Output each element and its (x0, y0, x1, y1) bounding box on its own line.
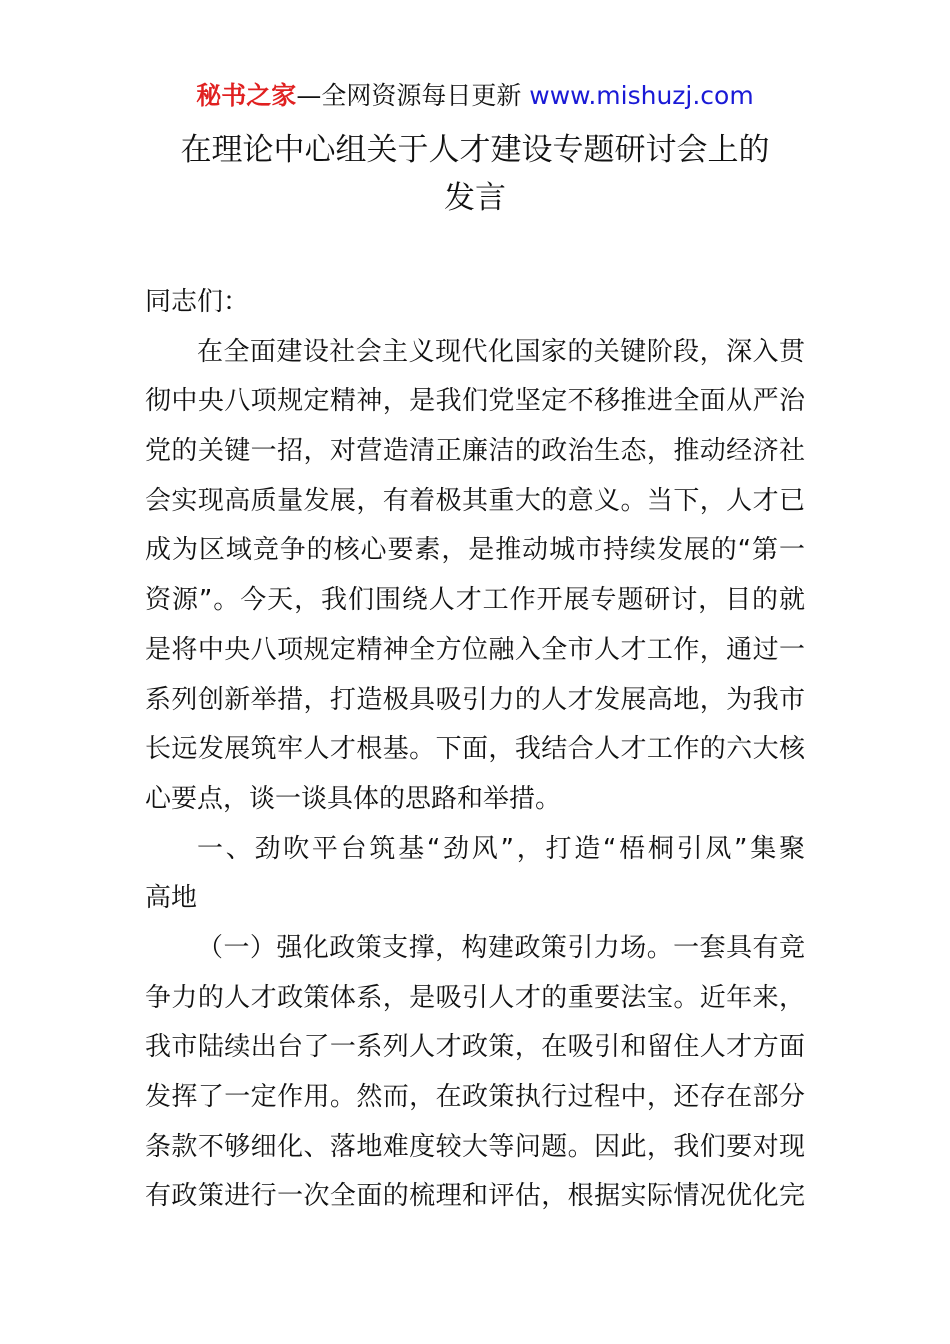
text-line: 党的关键一招，对营造清正廉洁的政治生态，推动经济社 (145, 436, 805, 467)
text-line: 心要点，谈一谈具体的思路和举措。 (145, 783, 562, 814)
site-header (0, 80, 950, 112)
text-line: 有政策进行一次全面的梳理和评估，根据实际情况优化完 (145, 1181, 805, 1212)
text-line: 争力的人才政策体系，是吸引人才的重要法宝。近年来， (145, 982, 805, 1013)
text-line: 我市陆续出台了一系列人才政策，在吸引和留住人才方面 (145, 1032, 805, 1063)
salutation: 同志们： (145, 287, 250, 317)
site-tagline: —全网资源每日更新 (296, 81, 522, 110)
section-heading-line: 高地 (145, 883, 198, 914)
site-brand: 秘书之家 (196, 81, 297, 110)
text-line: 成为区域竞争的核心要素，是推动城市持续发展的“第一 (145, 535, 805, 566)
text-line: 会实现高质量发展，有着极其重大的意义。当下，人才已 (145, 485, 805, 516)
text-line: 条款不够细化、落地难度较大等问题。因此，我们要对现 (145, 1131, 805, 1162)
title-line-2: 发言 (444, 180, 506, 216)
text-line: 资源”。今天，我们围绕人才工作开展专题研讨，目的就 (145, 585, 805, 616)
text-line: （一）强化政策支撑，构建政策引力场。一套具有竞 (197, 932, 805, 963)
site-url-link[interactable]: www.mishuzj.com (529, 81, 754, 110)
text-line: 发挥了一定作用。然而，在政策执行过程中，还存在部分 (145, 1082, 805, 1112)
text-line: 是将中央八项规定精神全方位融入全市人才工作，通过一 (145, 634, 805, 665)
text-line: 在全面建设社会主义现代化国家的关键阶段，深入贯 (197, 336, 805, 367)
text-line: 彻中央八项规定精神，是我们党坚定不移推进全面从严治 (145, 386, 805, 417)
text-line: 系列创新举措，打造极具吸引力的人才发展高地，为我市 (145, 684, 805, 715)
document-title (0, 126, 950, 222)
text-line: 长远发展筑牢人才根基。下面，我结合人才工作的六大核 (145, 734, 805, 765)
title-line-1: 在理论中心组关于人才建设专题研讨会上的 (180, 132, 770, 168)
document-body (145, 278, 805, 1222)
section-heading-line: 一、劲吹平台筑基“劲风”，打造“梧桐引凤”集聚 (197, 833, 805, 864)
